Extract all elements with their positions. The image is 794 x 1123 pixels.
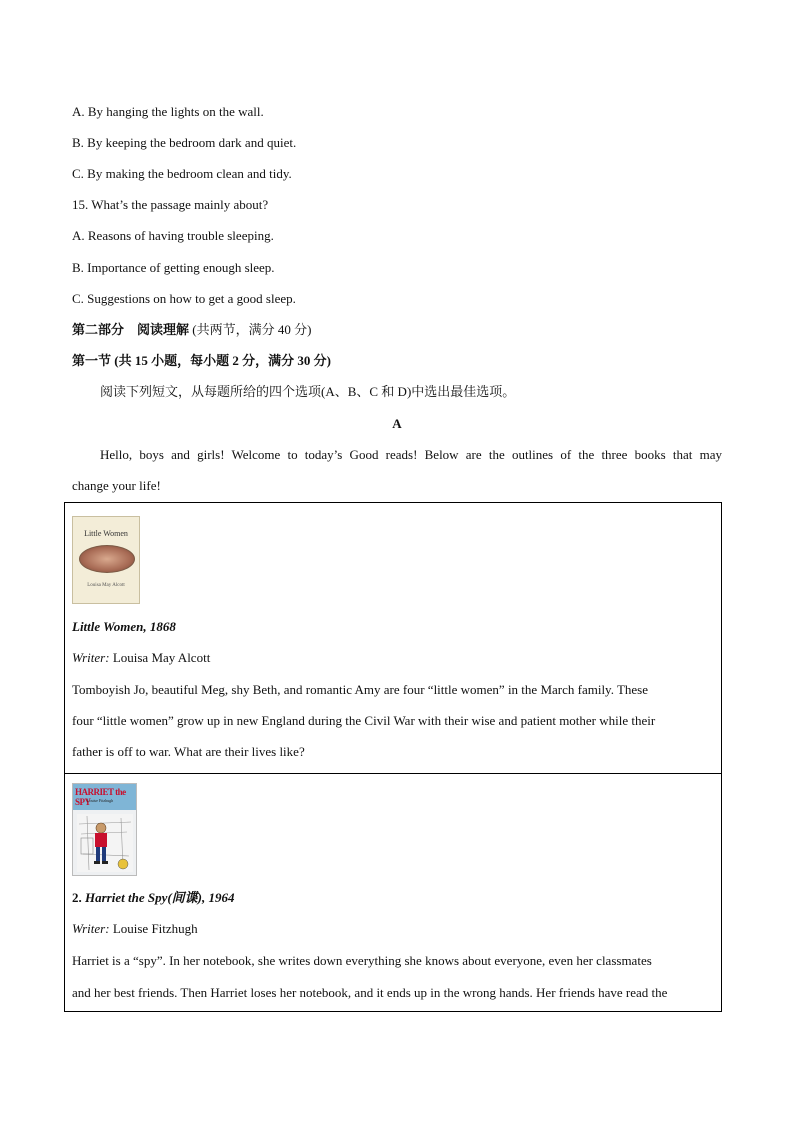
- harriet-cover-illustration: [77, 814, 133, 872]
- book1-desc-line-1: Tomboyish Jo, beautiful Meg, shy Beth, and romantic Amy are four “little women” in the March family. These: [72, 682, 649, 697]
- harriet-cover-title: HARRIET the SPY: [75, 787, 126, 807]
- section1-instruction: 阅读下列短文，从每题所给的四个选项(A、B、C 和 D)中选出最佳选项。: [100, 384, 516, 399]
- book2-title: [72, 889, 235, 907]
- intro-line-2: change your life!: [72, 478, 161, 493]
- book2-writer-name: Louise Fitzhugh: [109, 921, 198, 936]
- intro-line-1: Hello, boys and girls! Welcome to today’s Good reads! Below are the outlines of the three books that may: [100, 447, 722, 462]
- q15-option-c: C. Suggestions on how to get a good sleep.: [72, 291, 296, 306]
- passage-letter: A: [392, 416, 402, 431]
- book2-writer: [72, 920, 198, 938]
- book2-desc-line-1: Harriet is a “spy”. In her notebook, she writes down everything she knows about everyone, even her classmates: [72, 953, 652, 968]
- book1-writer-name: Louisa May Alcott: [109, 650, 211, 665]
- harriet-the-spy-cover-image: [72, 783, 137, 876]
- book2-desc-line-2: and her best friends. Then Harriet loses her notebook, and it ends up in the wrong hands. Her friends have read the: [72, 985, 668, 1000]
- little-women-cover-image: [72, 516, 140, 604]
- little-women-cover-illustration: [79, 545, 135, 573]
- harriet-cover-author: Louise Fitzhugh: [87, 798, 114, 803]
- q14-option-b: B. By keeping the bedroom dark and quiet.: [72, 135, 297, 150]
- book1-writer-label: Writer:: [72, 650, 110, 665]
- part2-heading-rest: (共两节，满分 40 分): [189, 322, 312, 337]
- book2-number: 2.: [72, 890, 85, 905]
- part2-heading: [72, 321, 311, 339]
- book-table-row-divider: [64, 773, 722, 774]
- book1-desc-line-2: four “little women” grow up in new England during the Civil War with their wise and patient mother while their: [72, 713, 656, 728]
- book1-title: Little Women, 1868: [72, 619, 176, 634]
- book1-writer: [72, 649, 210, 667]
- book1-desc-line-3: father is off to war. What are their lives like?: [72, 744, 305, 759]
- part2-heading-bold: 第二部分 阅读理解: [72, 322, 190, 337]
- q14-option-a: A. By hanging the lights on the wall.: [72, 104, 264, 119]
- q15-question: 15. What’s the passage mainly about?: [72, 197, 269, 212]
- book2-writer-label: Writer:: [72, 921, 110, 936]
- little-women-cover-author: Louisa May Alcott: [87, 583, 125, 588]
- little-women-cover-title: Little Women: [84, 529, 128, 538]
- section1-heading: 第一节 (共 15 小题，每小题 2 分，满分 30 分): [72, 353, 331, 368]
- q15-option-a: A. Reasons of having trouble sleeping.: [72, 228, 274, 243]
- q14-option-c: C. By making the bedroom clean and tidy.: [72, 166, 292, 181]
- q15-option-b: B. Importance of getting enough sleep.: [72, 260, 275, 275]
- book2-title-text: Harriet the Spy(间谍), 1964: [85, 890, 235, 905]
